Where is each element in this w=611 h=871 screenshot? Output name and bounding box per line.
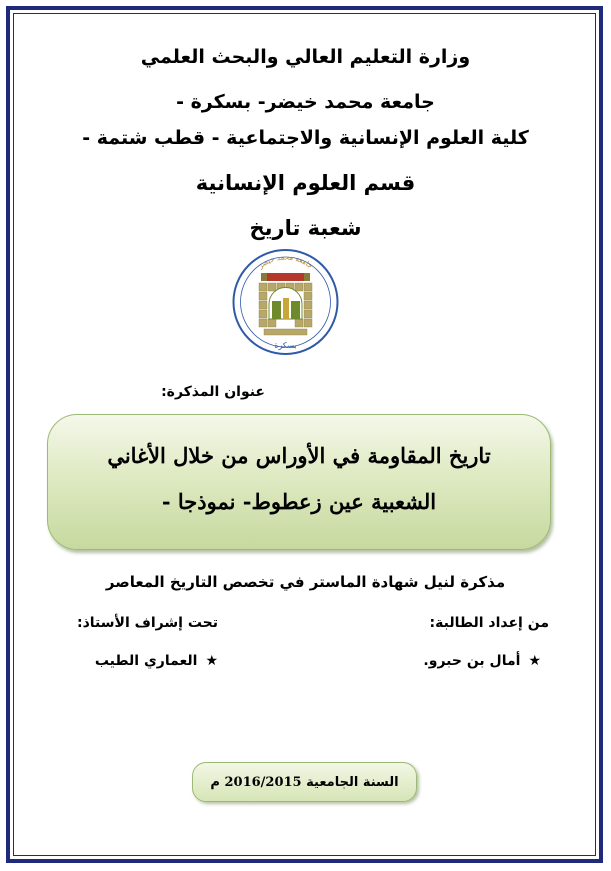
university-logo <box>231 246 340 358</box>
academic-year-box <box>192 762 417 802</box>
supervisor-name: العماري الطيب <box>94 653 198 669</box>
faculty-heading: كلية العلوم الإنسانية والاجتماعية - قطب شتمة - <box>82 127 529 149</box>
student-name: أمال بن حبرو. <box>423 653 521 669</box>
student-label: من إعداد الطالبة: <box>429 615 549 631</box>
star-bullet-icon: ★ <box>205 653 218 669</box>
branch-heading: شعبة تاريخ <box>249 216 362 240</box>
memo-title-line-2: الشعبية عين زعطوط- نموذجا - <box>161 489 437 514</box>
degree-statement: مذكرة لنيل شهادة الماستر في تخصص التاريخ المعاصر <box>105 573 506 591</box>
logo-arc-text: جامعة محمد خيضر <box>256 253 315 271</box>
supervisor-label: تحت إشراف الأستاذ: <box>77 615 218 631</box>
academic-year-suffix: م <box>210 774 220 790</box>
memo-title-box <box>47 414 551 550</box>
academic-year-label: السنة الجامعية <box>306 774 399 790</box>
university-heading: جامعة محمد خيضر- بسكرة - <box>176 91 435 113</box>
student-name-row <box>423 653 541 669</box>
ministry-heading: وزارة التعليم العالي والبحث العلمي <box>140 46 471 68</box>
memo-title-label: عنوان المذكرة: <box>161 384 265 400</box>
star-bullet-icon: ★ <box>528 653 541 669</box>
memo-title-line-1: تاريخ المقاومة في الأوراس من خلال الأغاني <box>107 443 491 468</box>
academic-year-value: 2016/2015 <box>224 774 302 790</box>
logo-bottom-text: بسكرة <box>274 341 297 350</box>
supervisor-name-row <box>95 653 218 669</box>
department-heading: قسم العلوم الإنسانية <box>195 171 416 195</box>
